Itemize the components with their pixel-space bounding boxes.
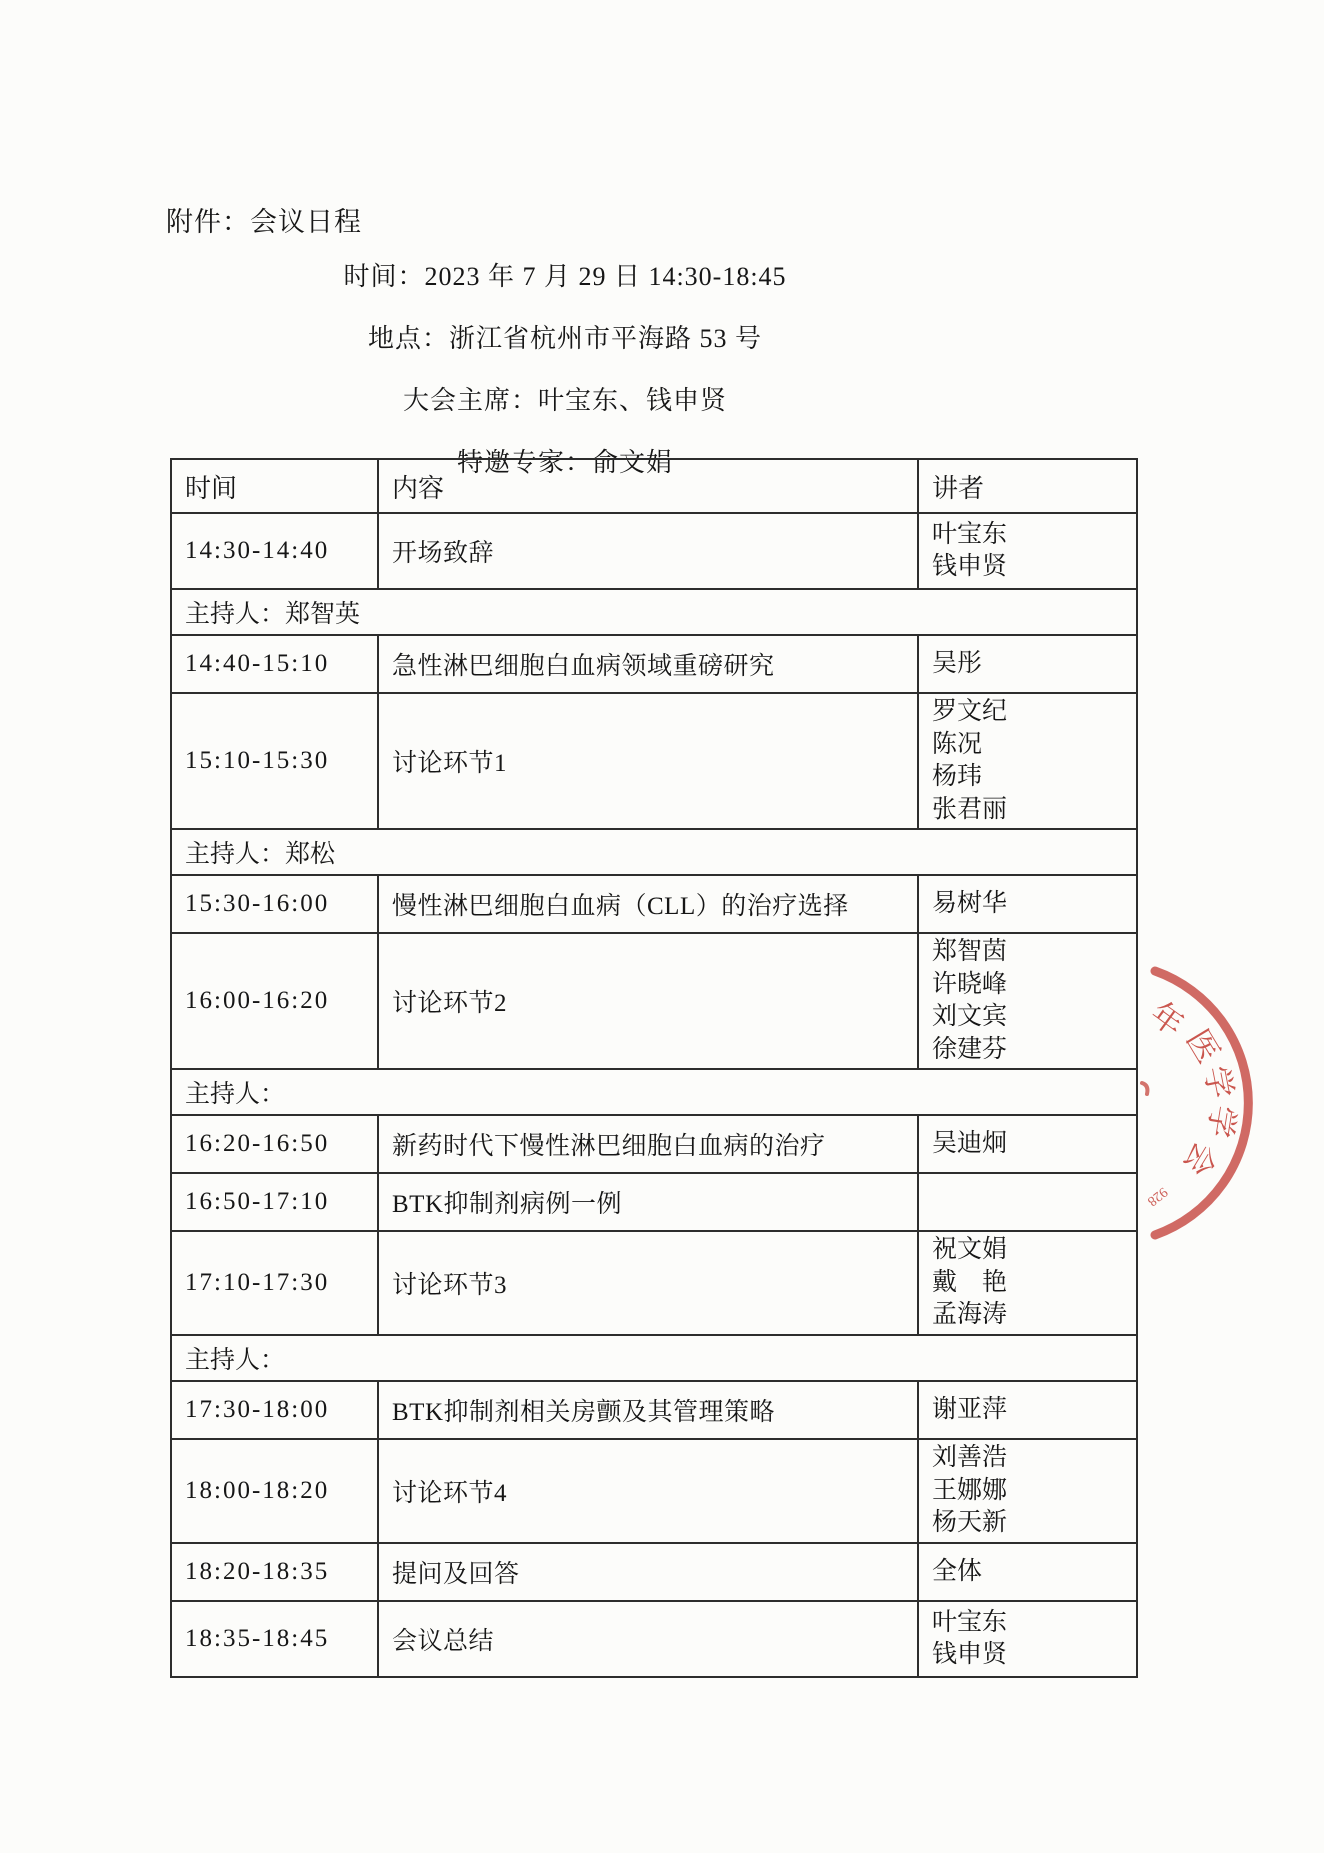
meeting-time-line: 时间：2023 年 7 月 29 日 14:30-18:45 <box>343 262 787 291</box>
session-content: 讨论环节1 <box>378 693 918 829</box>
speaker-name: 钱申贤 <box>932 1641 1008 1668</box>
speaker-name: 杨玮 <box>932 763 983 790</box>
speaker-name: 吴彤 <box>932 649 983 677</box>
session-speakers <box>918 1381 1137 1439</box>
agenda-table-head <box>171 459 1137 513</box>
seal-char: 学 <box>1201 1102 1242 1141</box>
session-content: 慢性淋巴细胞白血病（CLL）的治疗选择 <box>378 875 918 933</box>
agenda-table <box>170 458 1138 1678</box>
session-content: 讨论环节3 <box>378 1231 918 1335</box>
session-content: 讨论环节4 <box>378 1439 918 1543</box>
speaker-name: 戴 艳 <box>932 1268 1008 1296</box>
session-time: 18:35-18:45 <box>171 1601 378 1677</box>
speaker-name: 钱申贤 <box>932 553 1008 580</box>
host-row <box>171 1335 1137 1381</box>
session-time: 17:30-18:00 <box>171 1381 378 1439</box>
seal-char: 学 <box>1197 1063 1240 1102</box>
session-time: 14:30-14:40 <box>171 513 378 589</box>
session-content: 提问及回答 <box>378 1543 918 1601</box>
speaker-name: 祝文娟 <box>932 1236 1008 1264</box>
speaker-name: 刘文宾 <box>932 1003 1008 1030</box>
speaker-name: 孟海涛 <box>932 1301 1008 1329</box>
session-time: 18:20-18:35 <box>171 1543 378 1601</box>
session-content: 讨论环节2 <box>378 933 918 1069</box>
host-row <box>171 1069 1137 1115</box>
speaker-name: 吴迪炯 <box>932 1129 1008 1157</box>
session-speakers <box>918 635 1137 693</box>
speaker-name: 刘善浩 <box>932 1444 1008 1472</box>
host-label: 主持人：郑松 <box>171 829 1137 875</box>
seal-char: 年 <box>1143 995 1191 1044</box>
session-row <box>171 1439 1137 1543</box>
session-row <box>171 875 1137 933</box>
header-content: 内容 <box>378 459 918 513</box>
session-row <box>171 1601 1137 1677</box>
speaker-name: 罗文纪 <box>932 698 1008 725</box>
speaker-name: 全体 <box>932 1557 983 1585</box>
session-speakers <box>918 1601 1137 1677</box>
session-content: 新药时代下慢性淋巴细胞白血病的治疗 <box>378 1115 918 1173</box>
session-speakers <box>918 1439 1137 1543</box>
speaker-name: 郑智茵 <box>932 938 1008 965</box>
session-row <box>171 635 1137 693</box>
speaker-name: 叶宝东 <box>932 1608 1008 1636</box>
session-row <box>171 693 1137 829</box>
session-time: 17:10-17:30 <box>171 1231 378 1335</box>
session-row <box>171 1173 1137 1231</box>
speaker-name: 叶宝东 <box>932 520 1008 548</box>
host-label: 主持人： <box>171 1335 1137 1381</box>
speaker-name: 杨天新 <box>932 1509 1008 1537</box>
session-content: 急性淋巴细胞白血病领域重磅研究 <box>378 635 918 693</box>
session-time: 16:00-16:20 <box>171 933 378 1069</box>
seal-number: 928 <box>1144 1183 1171 1209</box>
agenda-header-row <box>171 459 1137 513</box>
seal-ink-tick <box>1142 1083 1147 1094</box>
session-row <box>171 1231 1137 1335</box>
meeting-chair-line: 大会主席：叶宝东、钱申贤 <box>402 386 727 415</box>
seal-char: 会 <box>1176 1135 1224 1182</box>
header-speaker: 讲者 <box>918 459 1137 513</box>
session-time: 15:30-16:00 <box>171 875 378 933</box>
session-time: 15:10-15:30 <box>171 693 378 829</box>
session-time: 16:50-17:10 <box>171 1173 378 1231</box>
agenda-section <box>170 458 1138 1678</box>
session-content: BTK抑制剂病例一例 <box>378 1173 918 1231</box>
seal-border-arc <box>1155 971 1248 1235</box>
session-speakers <box>918 513 1137 589</box>
speaker-name: 陈况 <box>932 730 983 758</box>
agenda-table-body <box>171 513 1137 1677</box>
session-time: 16:20-16:50 <box>171 1115 378 1173</box>
meeting-place-line: 地点：浙江省杭州市平海路 53 号 <box>367 324 762 353</box>
speaker-name: 易树华 <box>932 889 1008 917</box>
session-row <box>171 1381 1137 1439</box>
speaker-name: 许晓峰 <box>932 970 1008 998</box>
session-row <box>171 513 1137 589</box>
speaker-name: 谢亚萍 <box>932 1395 1008 1423</box>
speaker-name: 徐建芬 <box>932 1035 1008 1063</box>
session-content: 会议总结 <box>378 1601 918 1677</box>
session-content: 开场致辞 <box>378 513 918 589</box>
session-time: 18:00-18:20 <box>171 1439 378 1543</box>
header-time: 时间 <box>171 459 378 513</box>
attachment-title: 附件：会议日程 <box>166 207 362 237</box>
session-speakers <box>918 1173 1137 1231</box>
session-speakers <box>918 933 1137 1069</box>
speaker-name: 张君丽 <box>932 795 1008 823</box>
session-row <box>171 1543 1137 1601</box>
session-speakers <box>918 1231 1137 1335</box>
meeting-experts-line: 特邀专家：俞文娟 <box>456 448 673 477</box>
session-speakers <box>918 693 1137 829</box>
host-row <box>171 589 1137 635</box>
session-row <box>171 1115 1137 1173</box>
host-row <box>171 829 1137 875</box>
session-content: BTK抑制剂相关房颤及其管理策略 <box>378 1381 918 1439</box>
host-label: 主持人：郑智英 <box>171 589 1137 635</box>
session-speakers <box>918 1543 1137 1601</box>
speaker-name: 王娜娜 <box>932 1476 1008 1504</box>
host-label: 主持人： <box>171 1069 1137 1115</box>
session-time: 14:40-15:10 <box>171 635 378 693</box>
seal-char: 医 <box>1179 1023 1227 1070</box>
session-row <box>171 933 1137 1069</box>
session-speakers <box>918 875 1137 933</box>
session-speakers <box>918 1115 1137 1173</box>
